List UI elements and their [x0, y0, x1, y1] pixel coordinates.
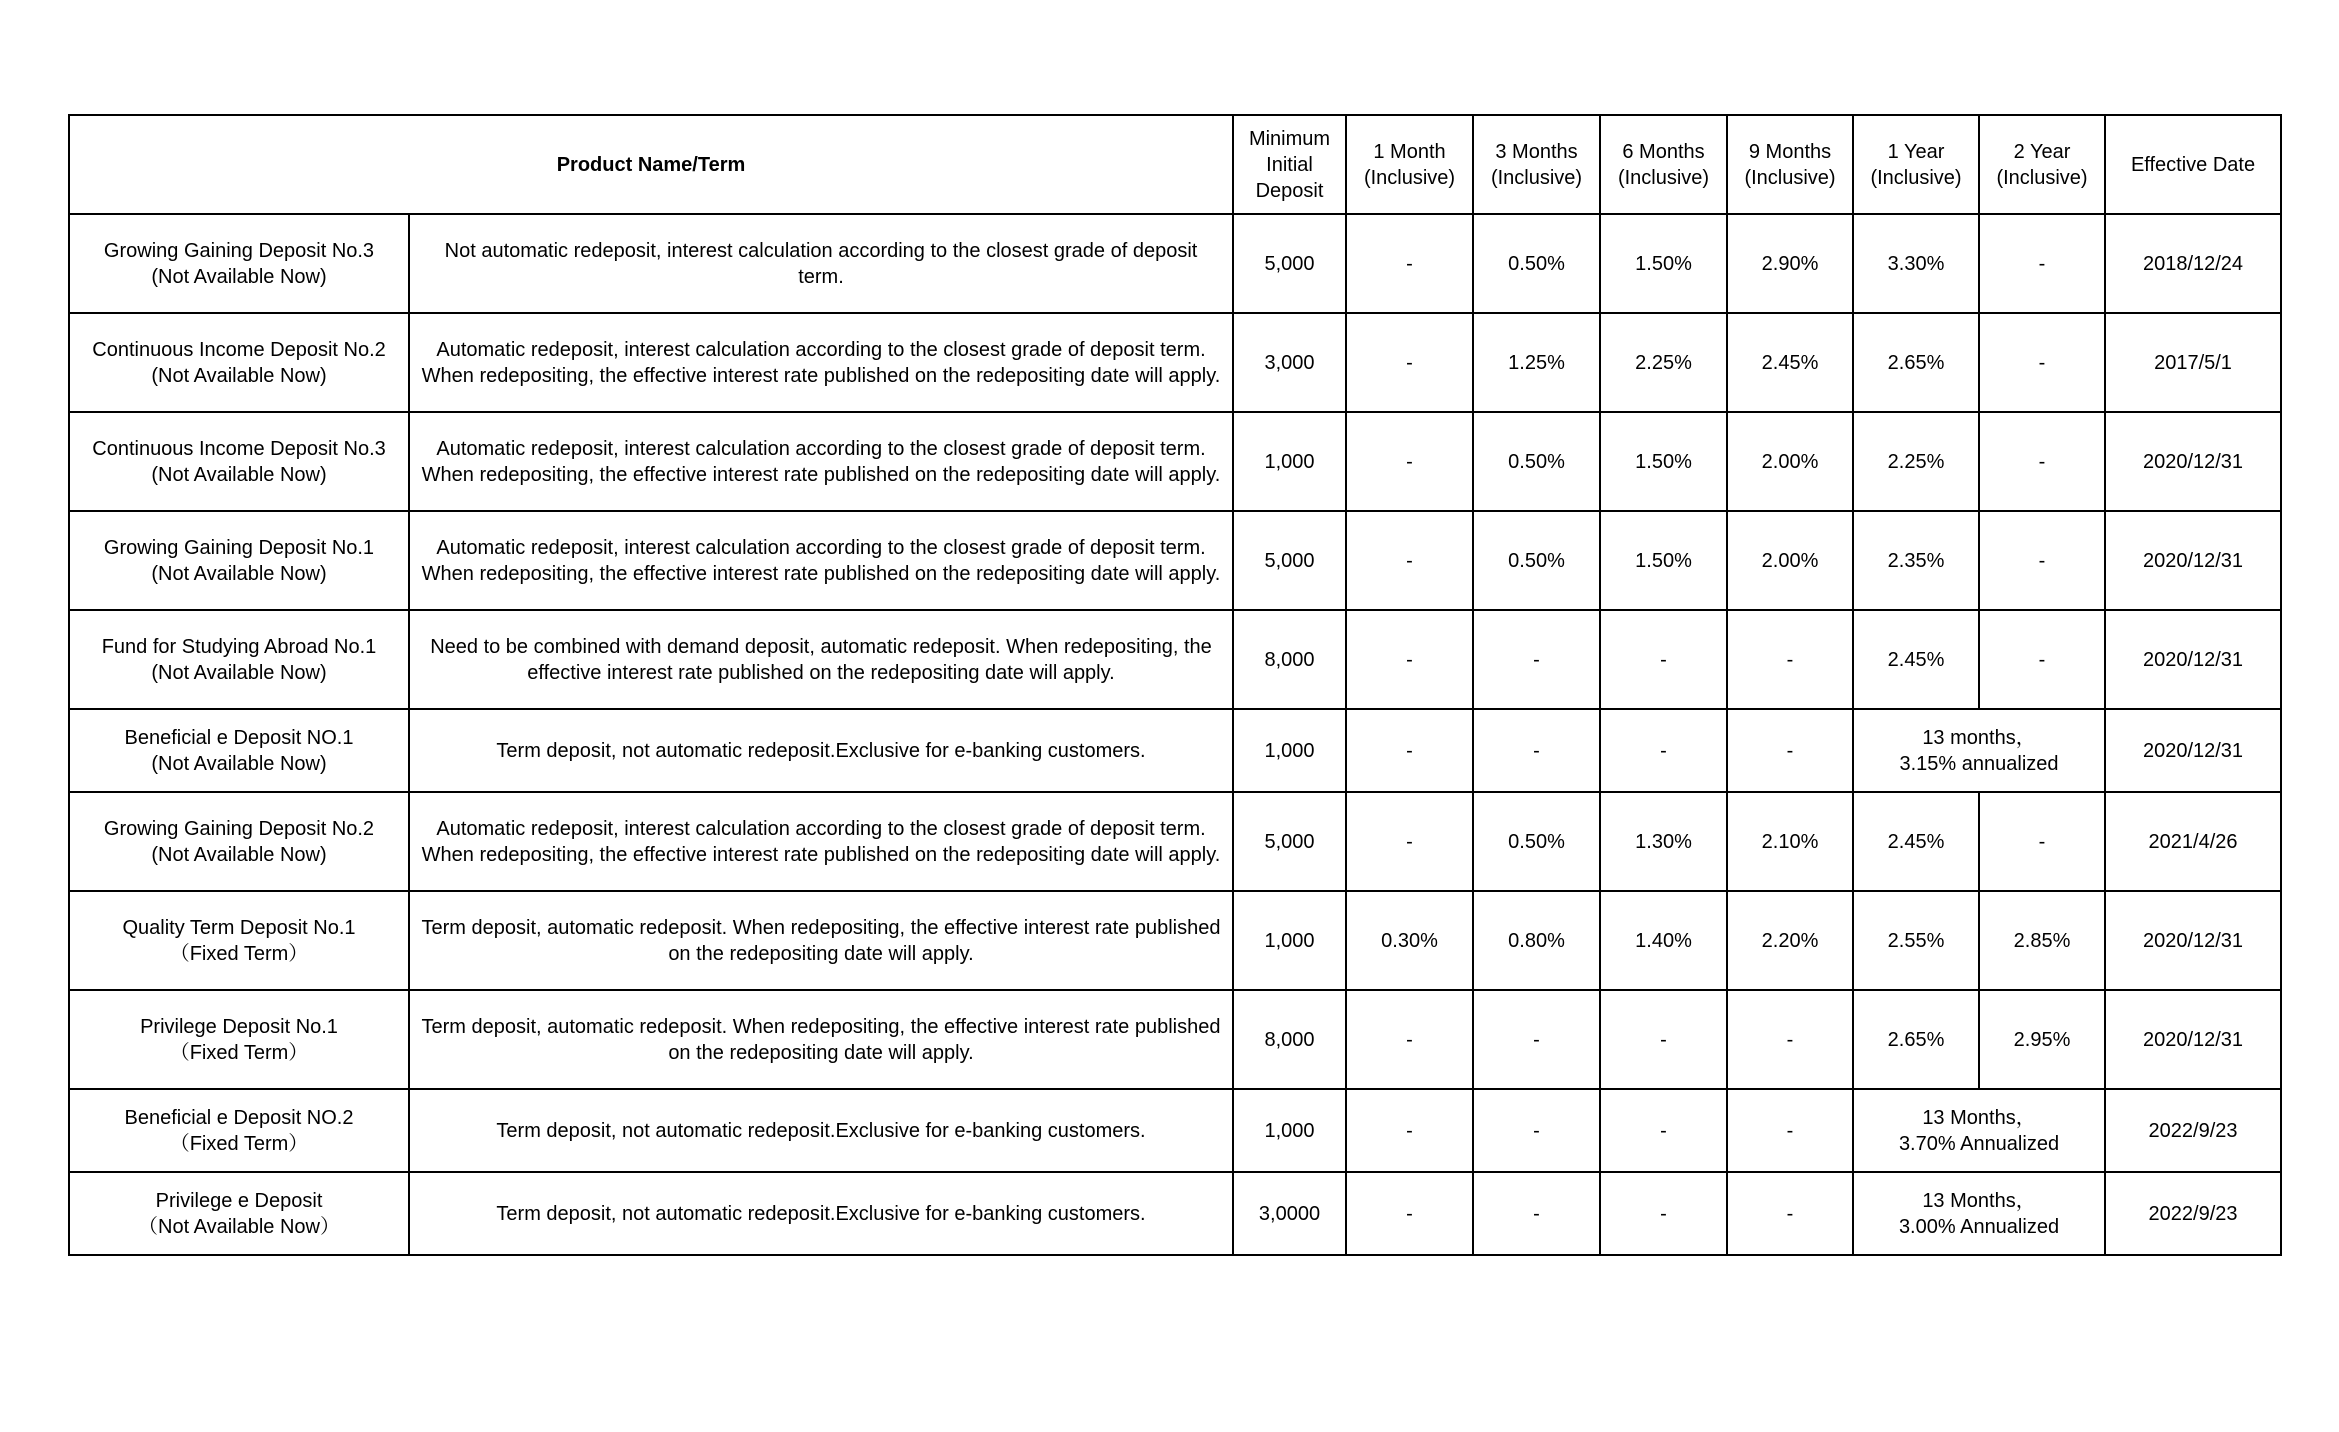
table-header-row — [69, 115, 2281, 214]
effective-date-cell: 2020/12/31 — [2105, 990, 2281, 1089]
cell-line: Quality Term Deposit No.1 — [122, 916, 356, 939]
merged-rate-cell — [1853, 709, 2105, 792]
product-description-cell: Need to be combined with demand deposit, automatic redeposit. When redepositing, the effective interest rate published on the redepositing date will apply. — [409, 610, 1233, 709]
cell-line: 13 Months， — [1922, 1189, 2036, 1212]
rate-9-months-cell: - — [1727, 990, 1853, 1089]
cell-line: Privilege Deposit No.1 — [140, 1015, 338, 1038]
effective-date-cell: 2020/12/31 — [2105, 610, 2281, 709]
cell-line: Fund for Studying Abroad No.1 — [101, 635, 377, 658]
cell-line: （Fixed Term） — [169, 1041, 309, 1064]
header-line: (Inclusive) — [1870, 166, 1962, 189]
cell-line: 13 Months， — [1922, 1106, 2036, 1129]
table-row — [69, 1172, 2281, 1255]
header-line: 9 Months — [1748, 140, 1832, 163]
cell-line: Growing Gaining Deposit No.2 — [103, 817, 375, 840]
rate-2-year-cell: 2.85% — [1979, 891, 2105, 990]
product-name-cell — [69, 412, 409, 511]
cell-line: (Not Available Now) — [151, 843, 327, 866]
product-name-term-header: Product Name/Term — [69, 115, 1233, 214]
rate-1-month-cell: - — [1346, 214, 1473, 313]
product-description-cell: Automatic redeposit, interest calculation according to the closest grade of deposit term. When redepositing, the effective interest rate published on the redepositing date will apply. — [409, 511, 1233, 610]
cell-line: (Not Available Now) — [151, 562, 327, 585]
cell-line: （Fixed Term） — [169, 942, 309, 965]
cell-line: 3.70% Annualized — [1898, 1132, 2060, 1155]
table-body — [69, 214, 2281, 1255]
cell-line: 3.00% Annualized — [1898, 1215, 2060, 1238]
term-9-months-header — [1727, 115, 1853, 214]
table-row — [69, 412, 2281, 511]
rate-1-month-cell: - — [1346, 610, 1473, 709]
table-row — [69, 990, 2281, 1089]
effective-date-cell: 2020/12/31 — [2105, 412, 2281, 511]
header-line: 2 Year — [2013, 140, 2071, 163]
rate-1-month-cell: - — [1346, 412, 1473, 511]
header-line: (Inclusive) — [1363, 166, 1456, 189]
header-line: (Inclusive) — [1617, 166, 1710, 189]
header-line: 1 Month — [1373, 140, 1446, 163]
min-deposit-cell: 1,000 — [1233, 412, 1346, 511]
rate-9-months-cell: 2.20% — [1727, 891, 1853, 990]
rate-9-months-cell: - — [1727, 709, 1853, 792]
cell-line: Privilege e Deposit — [155, 1189, 323, 1212]
rate-9-months-cell: 2.45% — [1727, 313, 1853, 412]
rate-1-month-cell: - — [1346, 511, 1473, 610]
product-description-cell: Term deposit, not automatic redeposit.Exclusive for e-banking customers. — [409, 1089, 1233, 1172]
rate-1-month-cell: 0.30% — [1346, 891, 1473, 990]
cell-line: (Not Available Now) — [151, 661, 327, 684]
min-deposit-header — [1233, 115, 1346, 214]
cell-line: (Not Available Now) — [151, 364, 327, 387]
rate-3-months-cell: - — [1473, 709, 1600, 792]
min-deposit-cell: 1,000 — [1233, 891, 1346, 990]
header-line: Deposit — [1255, 179, 1324, 202]
rate-2-year-cell: - — [1979, 214, 2105, 313]
header-line: Initial — [1266, 153, 1313, 176]
cell-line: Continuous Income Deposit No.3 — [92, 437, 386, 460]
cell-line: （Not Available Now） — [138, 1215, 340, 1238]
product-description-cell: Term deposit, automatic redeposit. When redepositing, the effective interest rate published on the redepositing date will apply. — [409, 990, 1233, 1089]
term-1-year-header — [1853, 115, 1979, 214]
min-deposit-cell: 3,0000 — [1233, 1172, 1346, 1255]
min-deposit-cell: 1,000 — [1233, 709, 1346, 792]
min-deposit-cell: 5,000 — [1233, 214, 1346, 313]
rate-9-months-cell: - — [1727, 1089, 1853, 1172]
min-deposit-cell: 8,000 — [1233, 610, 1346, 709]
product-name-cell — [69, 891, 409, 990]
merged-rate-cell — [1853, 1172, 2105, 1255]
min-deposit-cell: 3,000 — [1233, 313, 1346, 412]
rate-6-months-cell: - — [1600, 1089, 1727, 1172]
rate-9-months-cell: 2.00% — [1727, 412, 1853, 511]
rate-9-months-cell: - — [1727, 1172, 1853, 1255]
table-row — [69, 313, 2281, 412]
rate-2-year-cell: 2.95% — [1979, 990, 2105, 1089]
rate-2-year-cell: - — [1979, 610, 2105, 709]
rate-6-months-cell: 1.50% — [1600, 511, 1727, 610]
header-line: 3 Months — [1495, 140, 1578, 163]
rate-1-year-cell: 2.65% — [1853, 313, 1979, 412]
rate-2-year-cell: - — [1979, 511, 2105, 610]
term-6-months-header — [1600, 115, 1727, 214]
rate-2-year-cell: - — [1979, 792, 2105, 891]
effective-date-cell: 2022/9/23 — [2105, 1172, 2281, 1255]
product-name-cell — [69, 214, 409, 313]
cell-line: Beneficial e Deposit NO.2 — [124, 1106, 354, 1129]
rate-1-month-cell: - — [1346, 1089, 1473, 1172]
rate-3-months-cell: - — [1473, 1089, 1600, 1172]
deposit-rates-table — [68, 114, 2282, 1256]
min-deposit-cell: 8,000 — [1233, 990, 1346, 1089]
rate-1-year-cell: 2.55% — [1853, 891, 1979, 990]
cell-line: (Not Available Now) — [151, 752, 327, 775]
rate-1-year-cell: 3.30% — [1853, 214, 1979, 313]
term-3-months-header — [1473, 115, 1600, 214]
effective-date-cell: 2018/12/24 — [2105, 214, 2281, 313]
merged-rate-cell — [1853, 1089, 2105, 1172]
product-name-cell — [69, 511, 409, 610]
rate-6-months-cell: 1.50% — [1600, 412, 1727, 511]
table-row — [69, 214, 2281, 313]
product-description-cell: Term deposit, automatic redeposit. When redepositing, the effective interest rate published on the redepositing date will apply. — [409, 891, 1233, 990]
cell-line: 3.15% annualized — [1899, 752, 2059, 775]
table-row — [69, 891, 2281, 990]
rate-9-months-cell: 2.10% — [1727, 792, 1853, 891]
product-name-cell — [69, 313, 409, 412]
table-row — [69, 610, 2281, 709]
rate-9-months-cell: 2.00% — [1727, 511, 1853, 610]
rate-3-months-cell: 0.50% — [1473, 792, 1600, 891]
rate-3-months-cell: - — [1473, 610, 1600, 709]
rate-6-months-cell: 1.30% — [1600, 792, 1727, 891]
rate-3-months-cell: 0.50% — [1473, 214, 1600, 313]
header-line: (Inclusive) — [1996, 166, 2088, 189]
rate-3-months-cell: 0.80% — [1473, 891, 1600, 990]
rate-6-months-cell: - — [1600, 709, 1727, 792]
rate-1-month-cell: - — [1346, 1172, 1473, 1255]
min-deposit-cell: 1,000 — [1233, 1089, 1346, 1172]
rate-1-year-cell: 2.35% — [1853, 511, 1979, 610]
term-2-year-header — [1979, 115, 2105, 214]
product-name-cell — [69, 990, 409, 1089]
rate-1-year-cell: 2.45% — [1853, 610, 1979, 709]
rate-2-year-cell: - — [1979, 412, 2105, 511]
rate-3-months-cell: - — [1473, 1172, 1600, 1255]
rate-6-months-cell: - — [1600, 1172, 1727, 1255]
header-line: 1 Year — [1887, 140, 1945, 163]
table-row — [69, 709, 2281, 792]
rate-3-months-cell: 1.25% — [1473, 313, 1600, 412]
rate-6-months-cell: 2.25% — [1600, 313, 1727, 412]
effective-date-cell: 2017/5/1 — [2105, 313, 2281, 412]
product-name-cell — [69, 1172, 409, 1255]
term-1-month-header — [1346, 115, 1473, 214]
product-description-cell: Term deposit, not automatic redeposit.Exclusive for e-banking customers. — [409, 1172, 1233, 1255]
product-name-cell — [69, 709, 409, 792]
effective-date-cell: 2022/9/23 — [2105, 1089, 2281, 1172]
cell-line: Growing Gaining Deposit No.1 — [103, 536, 375, 559]
rate-3-months-cell: 0.50% — [1473, 511, 1600, 610]
product-description-cell: Term deposit, not automatic redeposit.Exclusive for e-banking customers. — [409, 709, 1233, 792]
product-description-cell: Automatic redeposit, interest calculation according to the closest grade of deposit term. When redepositing, the effective interest rate published on the redepositing date will apply. — [409, 313, 1233, 412]
cell-line: Continuous Income Deposit No.2 — [92, 338, 386, 361]
rate-1-month-cell: - — [1346, 313, 1473, 412]
product-name-cell — [69, 792, 409, 891]
header-line: Minimum — [1248, 127, 1331, 150]
rate-6-months-cell: - — [1600, 990, 1727, 1089]
product-name-cell — [69, 1089, 409, 1172]
rate-3-months-cell: 0.50% — [1473, 412, 1600, 511]
min-deposit-cell: 5,000 — [1233, 511, 1346, 610]
cell-line: (Not Available Now) — [151, 265, 327, 288]
product-description-cell: Automatic redeposit, interest calculation according to the closest grade of deposit term. When redepositing, the effective interest rate published on the redepositing date will apply. — [409, 412, 1233, 511]
min-deposit-cell: 5,000 — [1233, 792, 1346, 891]
cell-line: Growing Gaining Deposit No.3 — [103, 239, 375, 262]
effective-date-header: Effective Date — [2105, 115, 2281, 214]
product-description-cell: Not automatic redeposit, interest calculation according to the closest grade of deposit term. — [409, 214, 1233, 313]
product-name-cell — [69, 610, 409, 709]
effective-date-cell: 2020/12/31 — [2105, 891, 2281, 990]
table-row — [69, 1089, 2281, 1172]
rate-1-month-cell: - — [1346, 709, 1473, 792]
rate-6-months-cell: - — [1600, 610, 1727, 709]
rate-1-year-cell: 2.45% — [1853, 792, 1979, 891]
header-line: (Inclusive) — [1490, 166, 1583, 189]
rate-9-months-cell: 2.90% — [1727, 214, 1853, 313]
cell-line: 13 months， — [1922, 726, 2036, 749]
cell-line: Beneficial e Deposit NO.1 — [124, 726, 354, 749]
rate-1-year-cell: 2.65% — [1853, 990, 1979, 1089]
table-row — [69, 792, 2281, 891]
header-line: 6 Months — [1622, 140, 1705, 163]
effective-date-cell: 2020/12/31 — [2105, 511, 2281, 610]
rate-3-months-cell: - — [1473, 990, 1600, 1089]
rate-2-year-cell: - — [1979, 313, 2105, 412]
rate-1-month-cell: - — [1346, 792, 1473, 891]
table-row — [69, 511, 2281, 610]
product-description-cell: Automatic redeposit, interest calculation according to the closest grade of deposit term. When redepositing, the effective interest rate published on the redepositing date will apply. — [409, 792, 1233, 891]
effective-date-cell: 2020/12/31 — [2105, 709, 2281, 792]
cell-line: (Not Available Now) — [151, 463, 327, 486]
cell-line: （Fixed Term） — [169, 1132, 309, 1155]
header-line: (Inclusive) — [1744, 166, 1836, 189]
rate-6-months-cell: 1.50% — [1600, 214, 1727, 313]
effective-date-cell: 2021/4/26 — [2105, 792, 2281, 891]
rate-9-months-cell: - — [1727, 610, 1853, 709]
rate-6-months-cell: 1.40% — [1600, 891, 1727, 990]
rate-1-month-cell: - — [1346, 990, 1473, 1089]
rate-1-year-cell: 2.25% — [1853, 412, 1979, 511]
